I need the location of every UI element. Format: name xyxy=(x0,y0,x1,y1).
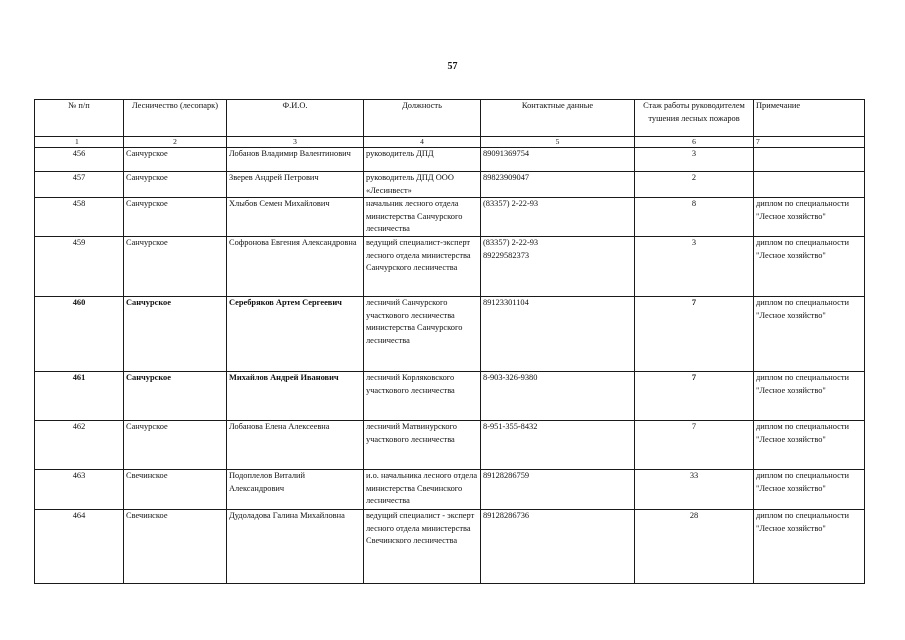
row-forestry: Санчурское xyxy=(124,297,227,372)
row-number: 460 xyxy=(35,297,124,372)
header-row xyxy=(35,100,865,137)
row-experience: 3 xyxy=(635,237,754,297)
table-row xyxy=(35,510,865,584)
row-note xyxy=(754,148,865,172)
header-contact: Контактные данные xyxy=(481,100,635,137)
row-contact xyxy=(481,198,635,237)
column-number: 2 xyxy=(124,137,227,148)
contact-line: 89123301104 xyxy=(483,298,529,308)
table-row xyxy=(35,470,865,510)
contact-line: (83357) 2-22-93 xyxy=(483,199,539,209)
row-experience: 2 xyxy=(635,172,754,198)
row-forestry: Санчурское xyxy=(124,198,227,237)
row-position: руководитель ДПД xyxy=(364,148,481,172)
row-note: диплом по специальности "Лесное хозяйство" xyxy=(754,421,865,470)
row-experience: 33 xyxy=(635,470,754,510)
row-note: диплом по специальности "Лесное хозяйство" xyxy=(754,198,865,237)
row-full-name: Хлыбов Семен Михайлович xyxy=(227,198,364,237)
row-forestry: Санчурское xyxy=(124,172,227,198)
row-full-name: Серебряков Артем Сергеевич xyxy=(227,297,364,372)
contact-line: 8-903-326-9380 xyxy=(483,373,538,383)
column-number: 6 xyxy=(635,137,754,148)
row-full-name: Михайлов Андрей Иванович xyxy=(227,372,364,421)
table-row xyxy=(35,297,865,372)
row-position: и.о. начальника лесного отдела министерства Свечинского лесничества xyxy=(364,470,481,510)
header-position: Должность xyxy=(364,100,481,137)
table-row xyxy=(35,172,865,198)
table-row xyxy=(35,372,865,421)
row-position: ведущий специалист-эксперт лесного отдела министерства Санчурского лесничества xyxy=(364,237,481,297)
table-row xyxy=(35,198,865,237)
row-experience: 7 xyxy=(635,372,754,421)
row-position: начальник лесного отдела министерства Санчурского лесничества xyxy=(364,198,481,237)
table-row xyxy=(35,148,865,172)
contact-line: (83357) 2-22-93 xyxy=(483,238,539,248)
row-experience: 28 xyxy=(635,510,754,584)
row-note xyxy=(754,172,865,198)
row-forestry: Свечинское xyxy=(124,470,227,510)
column-number: 4 xyxy=(364,137,481,148)
row-experience: 7 xyxy=(635,297,754,372)
column-number-row xyxy=(35,137,865,148)
forest-fire-managers-table xyxy=(34,99,865,584)
row-full-name: Зверев Андрей Петрович xyxy=(227,172,364,198)
table-row xyxy=(35,237,865,297)
row-experience: 8 xyxy=(635,198,754,237)
row-contact xyxy=(481,510,635,584)
row-contact xyxy=(481,421,635,470)
row-full-name: Дудоладова Галина Михайловна xyxy=(227,510,364,584)
row-full-name: Софронова Евгения Александровна xyxy=(227,237,364,297)
row-experience: 3 xyxy=(635,148,754,172)
header-experience: Стаж работы руководителем тушения лесных пожаров xyxy=(635,100,754,137)
row-forestry: Санчурское xyxy=(124,421,227,470)
row-forestry: Санчурское xyxy=(124,372,227,421)
row-number: 461 xyxy=(35,372,124,421)
row-number: 456 xyxy=(35,148,124,172)
column-number: 7 xyxy=(754,137,865,148)
header-number: № п/п xyxy=(35,100,124,137)
contact-line: 89229582373 xyxy=(483,250,530,260)
row-note: диплом по специальности "Лесное хозяйство" xyxy=(754,297,865,372)
contact-line: 8-951-355-8432 xyxy=(483,422,538,432)
row-number: 459 xyxy=(35,237,124,297)
row-position: ведущий специалист - эксперт лесного отдела министерства Свечинского лесничества xyxy=(364,510,481,584)
page-number: 57 xyxy=(447,61,458,72)
row-contact xyxy=(481,172,635,198)
contact-line: 89091369754 xyxy=(483,149,530,158)
row-contact xyxy=(481,470,635,510)
row-forestry: Санчурское xyxy=(124,237,227,297)
row-note: диплом по специальности "Лесное хозяйство" xyxy=(754,237,865,297)
row-contact xyxy=(481,148,635,172)
row-note: диплом по специальности "Лесное хозяйство" xyxy=(754,372,865,421)
row-position: лесничий Матвинурского участкового лесничества xyxy=(364,421,481,470)
header-full-name: Ф.И.О. xyxy=(227,100,364,137)
row-number: 464 xyxy=(35,510,124,584)
row-contact xyxy=(481,237,635,297)
column-number: 5 xyxy=(481,137,635,148)
contact-line: 89823909047 xyxy=(483,173,530,182)
row-full-name: Лобанова Елена Алексеевна xyxy=(227,421,364,470)
header-note: Примечание xyxy=(754,100,865,137)
row-forestry: Санчурское xyxy=(124,148,227,172)
row-contact xyxy=(481,297,635,372)
table-row xyxy=(35,421,865,470)
row-note: диплом по специальности "Лесное хозяйство" xyxy=(754,470,865,510)
table-body xyxy=(35,148,865,584)
row-forestry: Свечинское xyxy=(124,510,227,584)
row-position: руководитель ДПД ООО «Лесинвест» xyxy=(364,172,481,198)
header-forestry: Лесничество (лесопарк) xyxy=(124,100,227,137)
row-number: 457 xyxy=(35,172,124,198)
row-full-name: Лобанов Владимир Валентинович xyxy=(227,148,364,172)
row-contact xyxy=(481,372,635,421)
row-number: 462 xyxy=(35,421,124,470)
row-position: лесничий Корляковского участкового лесничества xyxy=(364,372,481,421)
column-number: 1 xyxy=(35,137,124,148)
row-full-name: Подоплелов Виталий Александрович xyxy=(227,470,364,510)
row-number: 463 xyxy=(35,470,124,510)
contact-line: 89128286759 xyxy=(483,471,530,481)
row-number: 458 xyxy=(35,198,124,237)
row-position: лесничий Санчурского участкового лесничества министерства Санчурского лесничества xyxy=(364,297,481,372)
column-number: 3 xyxy=(227,137,364,148)
row-experience: 7 xyxy=(635,421,754,470)
row-note: диплом по специальности "Лесное хозяйство" xyxy=(754,510,865,584)
contact-line: 89128286736 xyxy=(483,511,530,521)
